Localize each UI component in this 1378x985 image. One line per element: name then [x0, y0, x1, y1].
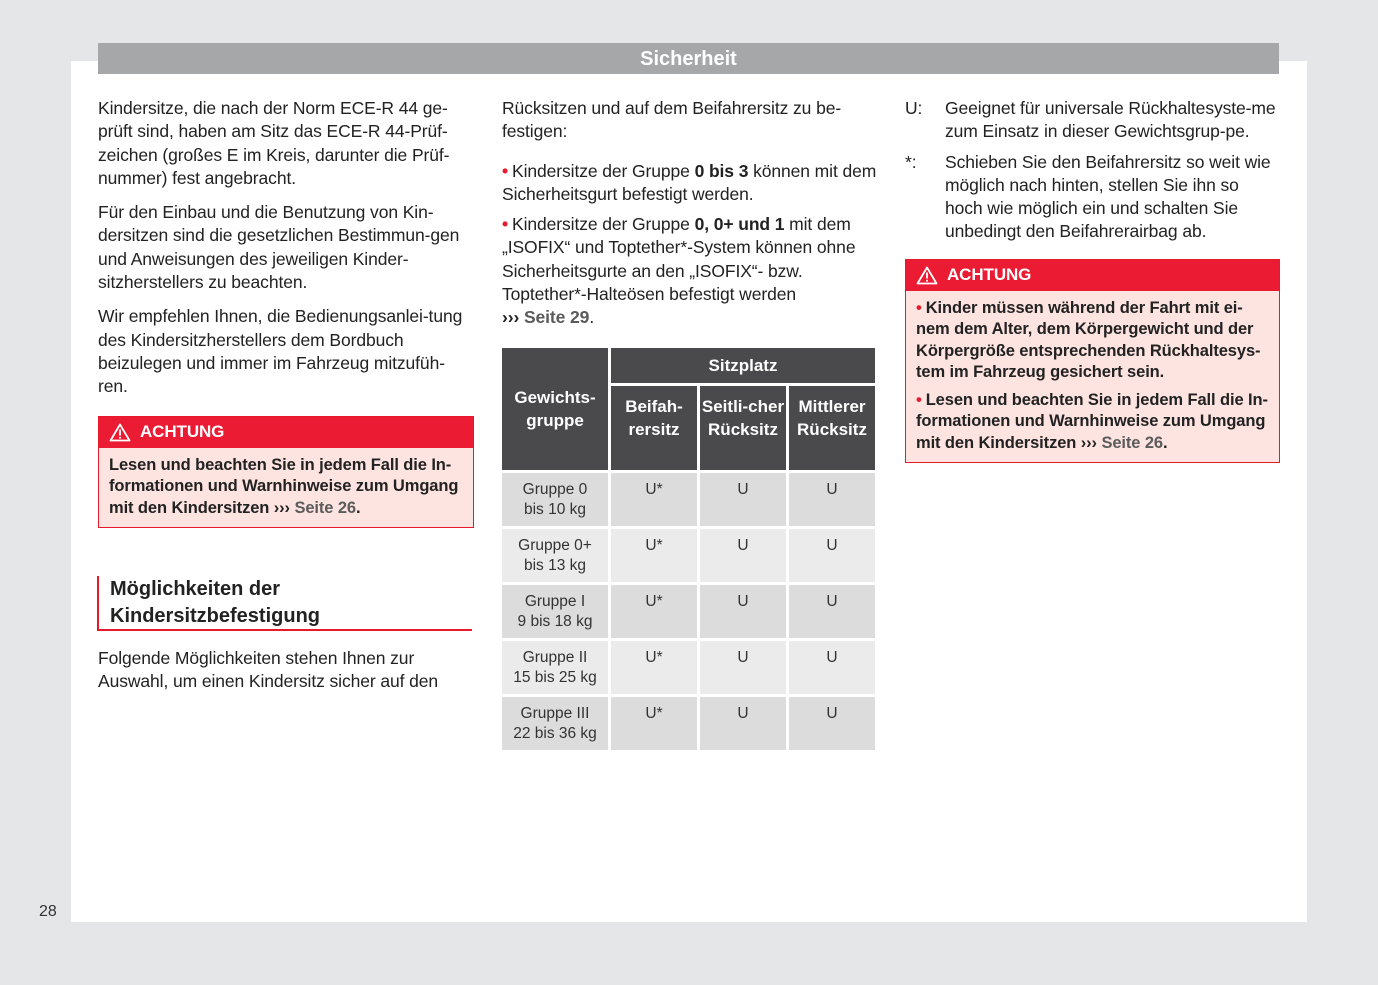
- weight-cell: Gruppe III 22 bis 36 kg: [502, 697, 608, 750]
- bullet-icon: •: [916, 298, 922, 317]
- paragraph: Kindersitze, die nach der Norm ECE-R 44 ge-prüft sind, haben am Sitz das ECE-R 44-Prüf-zeichen (großes E im Kreis, darunter die Prüf-nummer) fest angebracht.: [98, 98, 450, 188]
- warning-title: ACHTUNG: [140, 422, 225, 442]
- paragraph: Wir empfehlen Ihnen, die Bedienungsanlei-tung des Kindersitzherstellers dem Bordbuch beizulegen und immer im Fahrzeug mitzufüh-ren.: [98, 306, 463, 397]
- paragraph: Folgende Möglichkeiten stehen Ihnen zur Auswahl, um einen Kindersitz sicher auf den: [98, 648, 439, 692]
- table-header-col: Mittlerer Rücksitz: [789, 386, 875, 470]
- column-1-intro: [98, 647, 474, 705]
- bullet-icon: •: [502, 214, 509, 235]
- page-link[interactable]: Seite 26: [1101, 433, 1164, 452]
- table-row: [502, 641, 875, 694]
- value-cell: U: [700, 697, 786, 750]
- value-cell: U: [789, 697, 875, 750]
- column-3: [905, 97, 1280, 463]
- section-title: Sicherheit: [98, 43, 1279, 74]
- legend-text: Schieben Sie den Beifahrersitz so weit wie möglich nach hinten, stellen Sie ihn so hoch wie möglich ein und schalten Sie unbedingt den Beifahrerairbag ab.: [945, 151, 1271, 242]
- value-cell: U: [700, 473, 786, 526]
- table-header-seat: Sitzplatz: [611, 348, 875, 383]
- table-header-col: Beifah-rersitz: [611, 386, 697, 470]
- legend-key: *:: [905, 151, 917, 172]
- child-seat-table: [499, 345, 878, 753]
- table-row: [502, 529, 875, 582]
- column-1: [98, 97, 474, 528]
- warning-header: [99, 417, 473, 448]
- weight-cell: Gruppe I 9 bis 18 kg: [502, 585, 608, 638]
- warning-header: [906, 260, 1279, 291]
- warning-box: [98, 416, 474, 529]
- link-arrows-icon: ›››: [1080, 433, 1097, 452]
- bullet-icon: •: [916, 390, 922, 409]
- page-number: 28: [39, 903, 57, 920]
- warning-triangle-icon: [916, 266, 938, 285]
- legend-text: Geeignet für universale Rückhaltesyste-me zum Einsatz in dieser Gewichtsgrup-pe.: [945, 98, 1276, 142]
- bullet-item: • Kindersitze der Gruppe 0, 0+ und 1 mit dem „ISOFIX“ und Toptether*-System können ohne Sicherheitsgurte an den „ISOFIX“- bzw. Toptether*-Halteösen befestigt werden ››› Seite 29.: [502, 214, 856, 328]
- value-cell: U*: [611, 641, 697, 694]
- weight-cell: Gruppe II 15 bis 25 kg: [502, 641, 608, 694]
- table-row: [502, 697, 875, 750]
- weight-cell: Gruppe 0+ bis 13 kg: [502, 529, 608, 582]
- section-heading: Möglichkeiten der Kindersitzbefestigung: [97, 576, 472, 631]
- value-cell: U: [700, 529, 786, 582]
- table-header-weight-group: Gewichts-gruppe: [502, 348, 608, 470]
- bullet-icon: •: [502, 160, 509, 181]
- paragraph: Für den Einbau und die Benutzung von Kin-dersitzen sind die gesetzlichen Bestimmun-gen und Anweisungen des jeweiligen Kinder-sitzherstellers zu beachten.: [98, 202, 460, 293]
- value-cell: U*: [611, 585, 697, 638]
- value-cell: U*: [611, 697, 697, 750]
- legend-item: [905, 97, 1280, 144]
- page-link[interactable]: Seite 29: [523, 307, 590, 328]
- warning-text: [906, 291, 1279, 463]
- value-cell: U: [789, 473, 875, 526]
- table-row: [502, 473, 875, 526]
- value-cell: U: [700, 641, 786, 694]
- value-cell: U: [789, 641, 875, 694]
- warning-item: • Lesen und beachten Sie in jedem Fall die In-formationen und Warnhinweise zum Umgang mit den Kindersitzen ››› Seite 26.: [916, 390, 1268, 452]
- page-link[interactable]: Seite 26: [294, 498, 357, 517]
- legend-key: U:: [905, 98, 923, 118]
- legend-item: [905, 151, 1280, 244]
- warning-text: Lesen und beachten Sie in jedem Fall die In-formationen und Warnhinweise zum Umgang mit den Kindersitzen ››› Seite 26.: [109, 455, 459, 517]
- warning-item: • Kinder müssen während der Fahrt mit ei-nem dem Alter, dem Körpergewicht und der Körpergröße entsprechenden Rückhaltesys-tem im Fahrzeug gesichert sein.: [916, 298, 1261, 382]
- value-cell: U*: [611, 473, 697, 526]
- bullet-item: • Kindersitze der Gruppe 0 bis 3 können mit dem Sicherheitsgurt befestigt werden.: [502, 160, 877, 204]
- warning-box: [905, 259, 1280, 464]
- table-header-col: Seitli-cher Rücksitz: [700, 386, 786, 470]
- paragraph: Rücksitzen und auf dem Beifahrersitz zu be-festigen:: [502, 98, 842, 142]
- value-cell: U: [789, 529, 875, 582]
- column-2: [502, 97, 877, 341]
- value-cell: U: [789, 585, 875, 638]
- warning-triangle-icon: [109, 423, 131, 442]
- value-cell: U: [700, 585, 786, 638]
- link-arrows-icon: ›››: [502, 307, 520, 328]
- weight-cell: Gruppe 0 bis 10 kg: [502, 473, 608, 526]
- warning-title: ACHTUNG: [947, 265, 1032, 285]
- table-row: [502, 585, 875, 638]
- value-cell: U*: [611, 529, 697, 582]
- link-arrows-icon: ›››: [273, 498, 290, 517]
